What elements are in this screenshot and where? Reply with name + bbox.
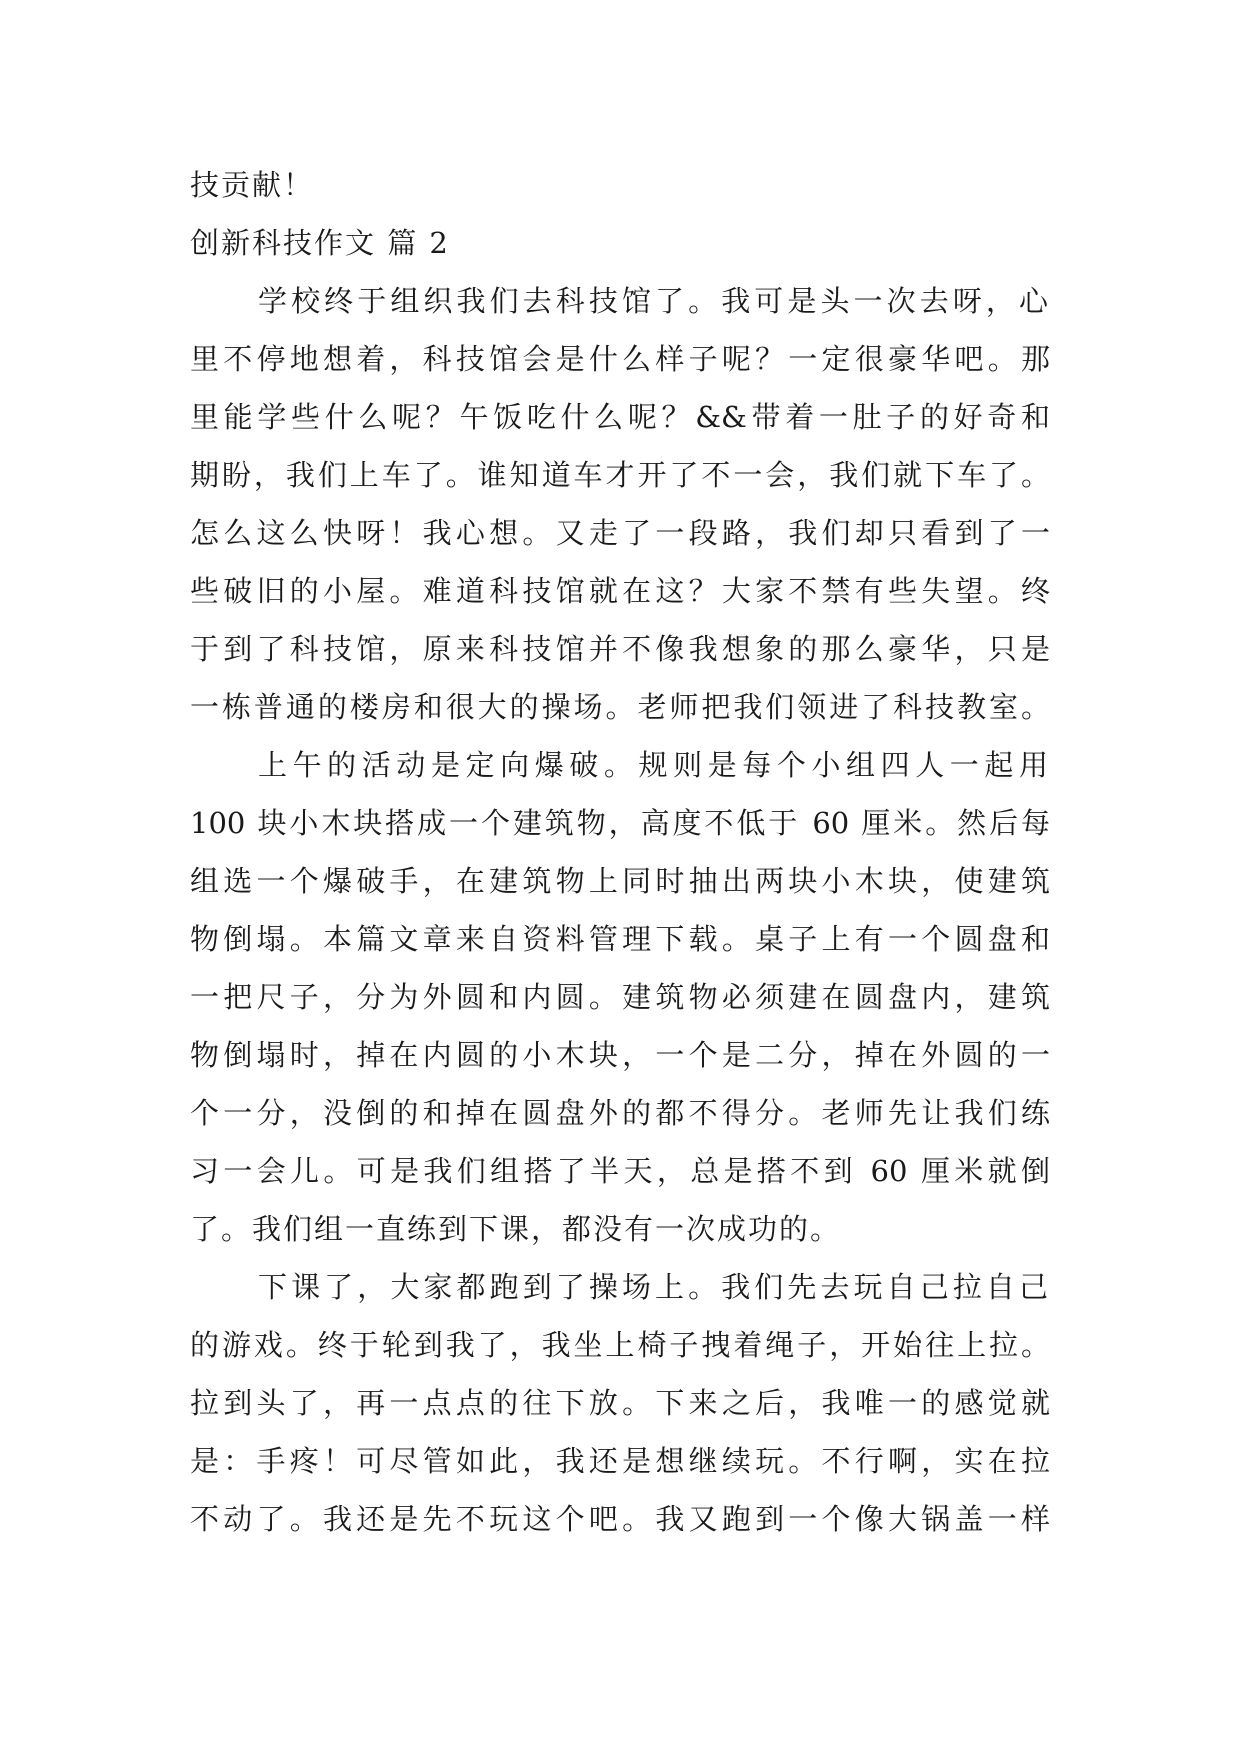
paragraph-2-line-3: 组选一个爆破手，在建筑物上同时抽出两块小木块，使建筑 (190, 864, 1050, 898)
paragraph-3-line-3: 拉到头了，再一点点的往下放。下来之后，我唯一的感觉就 (190, 1386, 1050, 1420)
paragraph-1-line-1: 学校终于组织我们去科技馆了。我可是头一次去呀，心 (258, 284, 1050, 318)
paragraph-2-line-5: 一把尺子，分为外圆和内圆。建筑物必须建在圆盘内，建筑 (190, 980, 1050, 1014)
paragraph-3-line-2: 的游戏。终于轮到我了，我坐上椅子拽着绳子，开始往上拉。 (190, 1328, 1050, 1362)
paragraph-3-line-1: 下课了，大家都跑到了操场上。我们先去玩自己拉自己 (258, 1270, 1050, 1304)
paragraph-2-line-2: 100 块小木块搭成一个建筑物，高度不低于 60 厘米。然后每 (190, 806, 1050, 840)
paragraph-2-line-9: 了。我们组一直练到下课，都没有一次成功的。 (190, 1212, 842, 1246)
paragraph-1-line-2: 里不停地想着，科技馆会是什么样子呢？一定很豪华吧。那 (190, 342, 1050, 376)
paragraph-1-line-7: 于到了科技馆，原来科技馆并不像我想象的那么豪华，只是 (190, 632, 1050, 666)
paragraph-1-line-4: 期盼，我们上车了。谁知道车才开了不一会，我们就下车了。 (190, 458, 1050, 492)
document-body (190, 156, 1050, 1548)
paragraph-1-line-6: 些破旧的小屋。难道科技馆就在这？大家不禁有些失望。终 (190, 574, 1050, 608)
paragraph-3-line-5: 不动了。我还是先不玩这个吧。我又跑到一个像大锅盖一样 (190, 1502, 1050, 1536)
paragraph-1-line-8: 一栋普通的楼房和很大的操场。老师把我们领进了科技教室。 (190, 690, 1050, 724)
paragraph-2-line-7: 个一分，没倒的和掉在圆盘外的都不得分。老师先让我们练 (190, 1096, 1050, 1130)
paragraph-2-line-6: 物倒塌时，掉在内圆的小木块，一个是二分，掉在外圆的一 (190, 1038, 1050, 1072)
paragraph-2-line-8: 习一会儿。可是我们组搭了半天，总是搭不到 60 厘米就倒 (190, 1154, 1050, 1188)
essay-title: 创新科技作文 篇 2 (190, 226, 450, 260)
paragraph-2-line-4: 物倒塌。本篇文章来自资料管理下载。桌子上有一个圆盘和 (190, 922, 1050, 956)
text-line-end-of-previous-essay: 技贡献！ (190, 168, 315, 202)
paragraph-1-line-5: 怎么这么快呀！我心想。又走了一段路，我们却只看到了一 (190, 516, 1050, 550)
paragraph-2-line-1: 上午的活动是定向爆破。规则是每个小组四人一起用 (258, 748, 1050, 782)
paragraph-3-line-4: 是：手疼！可尽管如此，我还是想继续玩。不行啊，实在拉 (190, 1444, 1050, 1478)
paragraph-1-line-3: 里能学些什么呢？午饭吃什么呢？&&带着一肚子的好奇和 (190, 400, 1050, 434)
